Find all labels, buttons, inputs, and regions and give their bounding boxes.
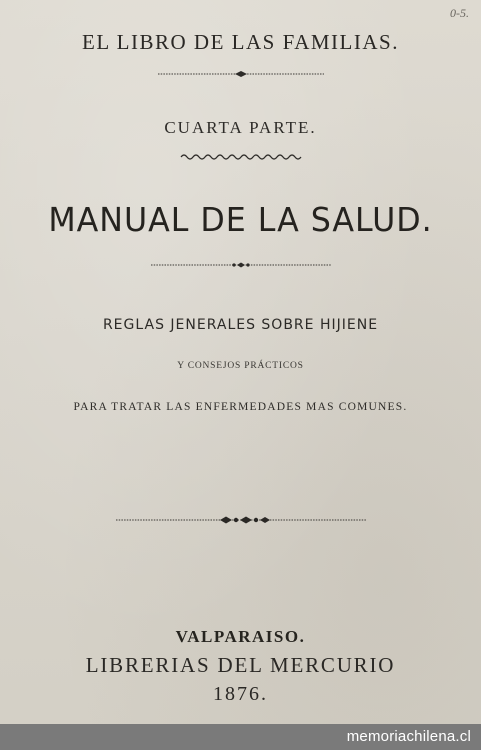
ornamental-rule-top	[0, 67, 481, 81]
main-title: MANUAL DE LA SALUD.	[48, 200, 433, 239]
part-title: CUARTA PARTE.	[164, 118, 317, 137]
publication-place: VALPARAISO.	[175, 627, 306, 646]
site-watermark: memoriachilena.cl	[346, 728, 471, 745]
series-title: EL LIBRO DE LAS FAMILIAS.	[82, 30, 399, 54]
subtitle-common-diseases: PARA TRATAR LAS ENFERMEDADES MAS COMUNES.	[73, 401, 408, 413]
catalog-mark: 0-5.	[450, 6, 469, 20]
subtitle-practical-advice: Y CONSEJOS PRÁCTICOS	[177, 361, 304, 371]
publication-year: 1876.	[213, 683, 268, 705]
ornamental-rule-middle	[0, 258, 481, 272]
publisher: LIBRERIAS DEL MERCURIO	[85, 653, 396, 677]
wavy-rule	[0, 150, 481, 164]
ornamental-rule-bottom	[0, 513, 481, 527]
subtitle-hygiene-rules: REGLAS JENERALES SOBRE HIJIENE	[102, 317, 379, 333]
